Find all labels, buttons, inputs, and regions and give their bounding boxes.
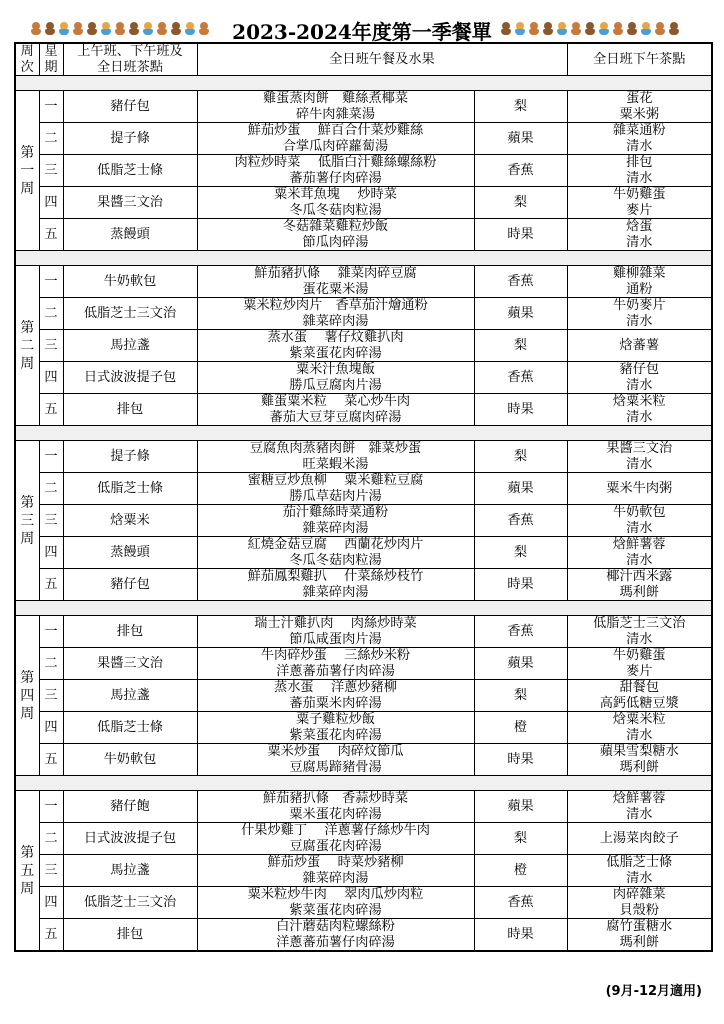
snack-pm: 粟米牛肉粥 [567, 473, 712, 505]
snack-pm: 腐竹蛋糖水 瑪利餅 [567, 919, 712, 952]
fruit: 香蕉 [474, 155, 567, 187]
day-of-week: 四 [39, 887, 63, 919]
fruit: 橙 [474, 712, 567, 744]
separator-cell [15, 776, 712, 791]
snack-pm: 甜餐包 高鈣低糖豆漿 [567, 680, 712, 712]
lunch: 什果炒雞丁 洋蔥薯仔絲炒牛肉 豆腐蛋花肉碎湯 [197, 823, 474, 855]
figure-icon [570, 22, 582, 36]
lunch: 紅燒金菇豆腐 西蘭花炒肉片 冬瓜冬菇肉粒湯 [197, 537, 474, 569]
day-of-week: 三 [39, 330, 63, 362]
snack-am: 果醬三文治 [63, 187, 197, 219]
snack-am: 排包 [63, 616, 197, 648]
snack-am: 排包 [63, 394, 197, 426]
lunch: 鮮茄鳳梨雞扒 什菜絲炒枝竹 雜菜碎肉湯 [197, 569, 474, 601]
fruit: 橙 [474, 855, 567, 887]
snack-pm: 牛奶雞蛋 麥片 [567, 648, 712, 680]
day-of-week: 四 [39, 187, 63, 219]
snack-am: 牛奶軟包 [63, 266, 197, 298]
snack-am: 低脂芝士條 [63, 155, 197, 187]
figure-icon [542, 22, 554, 36]
fruit: 梨 [474, 537, 567, 569]
separator-cell [15, 426, 712, 441]
day-of-week: 二 [39, 648, 63, 680]
day-of-week: 一 [39, 91, 63, 123]
lunch: 肉粒炒時菜 低脂白汁雞絲螺絲粉 蕃茄薯仔肉碎湯 [197, 155, 474, 187]
snack-am: 馬拉盞 [63, 330, 197, 362]
day-row [15, 394, 712, 426]
lunch: 雞蛋蒸肉餅 雞絲煮椰菜 碎牛肉雜菜湯 [197, 91, 474, 123]
day-of-week: 五 [39, 569, 63, 601]
week-separator [15, 251, 712, 266]
fruit: 蘋果 [474, 648, 567, 680]
lunch: 鮮茄炒蛋 時菜炒豬柳 雜菜碎肉湯 [197, 855, 474, 887]
figure-icon [514, 22, 526, 36]
day-row [15, 298, 712, 330]
snack-am: 果醬三文治 [63, 648, 197, 680]
snack-pm: 低脂芝士條 清水 [567, 855, 712, 887]
snack-pm: 肉碎雜菜 貝殼粉 [567, 887, 712, 919]
day-row [15, 187, 712, 219]
figure-icon [556, 22, 568, 36]
day-row [15, 266, 712, 298]
fruit: 蘋果 [474, 791, 567, 823]
snack-am: 馬拉盞 [63, 855, 197, 887]
menu-table [14, 42, 713, 952]
snack-pm: 焓鮮薯蓉 清水 [567, 791, 712, 823]
snack-am: 蒸饅頭 [63, 219, 197, 251]
day-of-week: 二 [39, 298, 63, 330]
lunch: 粟子雞粒炒飯 紫菜蛋花肉碎湯 [197, 712, 474, 744]
fruit: 香蕉 [474, 266, 567, 298]
fruit: 香蕉 [474, 505, 567, 537]
day-of-week: 五 [39, 219, 63, 251]
day-row [15, 362, 712, 394]
lunch: 鮮茄豬扒條 雜菜肉碎豆腐 蛋花粟米湯 [197, 266, 474, 298]
snack-am: 低脂芝士三文治 [63, 887, 197, 919]
day-row [15, 823, 712, 855]
snack-pm: 蛋花 粟米粥 [567, 91, 712, 123]
snack-pm: 焓蕃薯 [567, 330, 712, 362]
week-label: 第 一 周 [15, 91, 39, 251]
lunch: 蒸水蛋 薯仔炆雞扒肉 紫菜蛋花肉碎湯 [197, 330, 474, 362]
day-of-week: 五 [39, 919, 63, 952]
figure-icon [612, 22, 624, 36]
header-week: 周 次 [15, 43, 39, 76]
snack-am: 牛奶軟包 [63, 744, 197, 776]
figure-icon [626, 22, 638, 36]
snack-pm: 豬仔包 清水 [567, 362, 712, 394]
day-row [15, 123, 712, 155]
week-label: 第 四 周 [15, 616, 39, 776]
lunch: 粟米粒炒牛肉 翠肉瓜炒肉粒 紫菜蛋花肉碎湯 [197, 887, 474, 919]
day-row [15, 569, 712, 601]
day-of-week: 一 [39, 266, 63, 298]
day-row [15, 712, 712, 744]
fruit: 梨 [474, 330, 567, 362]
day-of-week: 五 [39, 744, 63, 776]
lunch: 瑞士汁雞扒肉 肉絲炒時菜 節瓜咸蛋肉片湯 [197, 616, 474, 648]
lunch: 粟米炒蛋 肉碎炆節瓜 豆腐馬蹄豬骨湯 [197, 744, 474, 776]
day-of-week: 三 [39, 855, 63, 887]
snack-am: 提子條 [63, 441, 197, 473]
fruit: 時果 [474, 219, 567, 251]
decoration-right [500, 22, 680, 40]
day-of-week: 四 [39, 537, 63, 569]
figure-icon [598, 22, 610, 36]
day-row [15, 791, 712, 823]
day-row [15, 616, 712, 648]
week-label: 第 五 周 [15, 791, 39, 952]
fruit: 梨 [474, 441, 567, 473]
lunch: 茄汁雞絲時菜通粉 雜菜碎肉湯 [197, 505, 474, 537]
fruit: 時果 [474, 394, 567, 426]
day-row [15, 537, 712, 569]
fruit: 香蕉 [474, 616, 567, 648]
fruit: 時果 [474, 919, 567, 952]
header-lunch: 全日班午餐及水果 [197, 43, 567, 76]
snack-pm: 低脂芝士三文治 清水 [567, 616, 712, 648]
snack-am: 低脂芝士三文治 [63, 298, 197, 330]
day-row [15, 155, 712, 187]
snack-pm: 雜菜通粉 清水 [567, 123, 712, 155]
fruit: 梨 [474, 91, 567, 123]
snack-pm: 排包 清水 [567, 155, 712, 187]
header-row [15, 43, 712, 76]
day-row [15, 441, 712, 473]
snack-pm: 焓粟米粒 清水 [567, 394, 712, 426]
lunch: 白汁蘑菇肉粒螺絲粉 洋蔥蕃茄薯仔肉碎湯 [197, 919, 474, 952]
day-of-week: 五 [39, 394, 63, 426]
page-title: 2023-2024年度第一季餐單 [232, 20, 492, 44]
validity-note: (9月-12月適用) [605, 984, 702, 999]
fruit: 梨 [474, 187, 567, 219]
day-of-week: 四 [39, 362, 63, 394]
lunch: 粟米粒炒肉片 香草茄汁燴通粉 雜菜碎肉湯 [197, 298, 474, 330]
snack-am: 日式波波提子包 [63, 362, 197, 394]
snack-am: 提子條 [63, 123, 197, 155]
day-row [15, 473, 712, 505]
day-of-week: 二 [39, 123, 63, 155]
separator-cell [15, 601, 712, 616]
fruit: 蘋果 [474, 298, 567, 330]
day-row [15, 855, 712, 887]
week-separator [15, 776, 712, 791]
separator-cell [15, 76, 712, 91]
week-label: 第 三 周 [15, 441, 39, 601]
lunch: 粟米汁魚塊飯 勝瓜豆腐肉片湯 [197, 362, 474, 394]
header-snack-pm: 全日班下午茶點 [567, 43, 712, 76]
day-row [15, 219, 712, 251]
snack-pm: 焓粟米粒 清水 [567, 712, 712, 744]
day-of-week: 三 [39, 680, 63, 712]
snack-am: 日式波波提子包 [63, 823, 197, 855]
figure-icon [654, 22, 666, 36]
snack-pm: 蘋果雪梨糖水 瑪利餅 [567, 744, 712, 776]
day-row [15, 91, 712, 123]
fruit: 時果 [474, 744, 567, 776]
separator-cell [15, 251, 712, 266]
snack-am: 焓粟米 [63, 505, 197, 537]
header-snack-am: 上午班、下午班及 全日班茶點 [63, 43, 197, 76]
day-of-week: 二 [39, 473, 63, 505]
snack-am: 豬仔包 [63, 91, 197, 123]
fruit: 香蕉 [474, 887, 567, 919]
day-of-week: 一 [39, 441, 63, 473]
week-separator [15, 601, 712, 616]
week-separator [15, 76, 712, 91]
day-of-week: 三 [39, 155, 63, 187]
day-of-week: 三 [39, 505, 63, 537]
header-day: 星 期 [39, 43, 63, 76]
day-row [15, 505, 712, 537]
day-row [15, 919, 712, 952]
snack-am: 豬仔飽 [63, 791, 197, 823]
figure-icon [584, 22, 596, 36]
lunch: 鮮茄豬扒條 香蒜炒時菜 粟米蛋花肉碎湯 [197, 791, 474, 823]
snack-am: 低脂芝士條 [63, 712, 197, 744]
day-of-week: 一 [39, 616, 63, 648]
fruit: 香蕉 [474, 362, 567, 394]
day-row [15, 648, 712, 680]
snack-pm: 焓鮮薯蓉 清水 [567, 537, 712, 569]
fruit: 蘋果 [474, 123, 567, 155]
lunch: 冬菇雜菜雞粒炒飯 節瓜肉碎湯 [197, 219, 474, 251]
day-of-week: 四 [39, 712, 63, 744]
snack-pm: 焓蛋 清水 [567, 219, 712, 251]
lunch: 雞蛋粟米粒 菜心炒牛肉 蕃茄大豆芽豆腐肉碎湯 [197, 394, 474, 426]
figure-icon [640, 22, 652, 36]
lunch: 蜜糖豆炒魚柳 粟米雞粒豆腐 勝瓜草菇肉片湯 [197, 473, 474, 505]
figure-icon [668, 22, 680, 36]
snack-pm: 雞柳雜菜 通粉 [567, 266, 712, 298]
day-row [15, 744, 712, 776]
fruit: 梨 [474, 823, 567, 855]
fruit: 蘋果 [474, 473, 567, 505]
snack-pm: 牛奶雞蛋 麥片 [567, 187, 712, 219]
week-separator [15, 426, 712, 441]
snack-am: 馬拉盞 [63, 680, 197, 712]
lunch: 粟米茸魚塊 炒時菜 冬瓜冬菇肉粒湯 [197, 187, 474, 219]
snack-pm: 上湯菜肉餃子 [567, 823, 712, 855]
snack-pm: 牛奶麥片 清水 [567, 298, 712, 330]
week-label: 第 二 周 [15, 266, 39, 426]
fruit: 時果 [474, 569, 567, 601]
day-row [15, 680, 712, 712]
lunch: 豆腐魚肉蒸豬肉餅 雜菜炒蛋 旺菜蝦米湯 [197, 441, 474, 473]
snack-am: 蒸饅頭 [63, 537, 197, 569]
snack-am: 豬仔包 [63, 569, 197, 601]
snack-pm: 牛奶軟包 清水 [567, 505, 712, 537]
snack-am: 排包 [63, 919, 197, 952]
snack-am: 低脂芝士條 [63, 473, 197, 505]
snack-pm: 椰汁西米露 瑪利餅 [567, 569, 712, 601]
figure-icon [528, 22, 540, 36]
figure-icon [500, 22, 512, 36]
lunch: 鮮茄炒蛋 鮮百合什菜炒雞絲 合掌瓜肉碎蘿蔔湯 [197, 123, 474, 155]
lunch: 蒸水蛋 洋蔥炒豬柳 蕃茄粟米肉碎湯 [197, 680, 474, 712]
day-row [15, 887, 712, 919]
day-of-week: 一 [39, 791, 63, 823]
day-of-week: 二 [39, 823, 63, 855]
lunch: 牛肉碎炒蛋 三絲炒米粉 洋蔥蕃茄薯仔肉碎湯 [197, 648, 474, 680]
snack-pm: 果醬三文治 清水 [567, 441, 712, 473]
day-row [15, 330, 712, 362]
fruit: 梨 [474, 680, 567, 712]
